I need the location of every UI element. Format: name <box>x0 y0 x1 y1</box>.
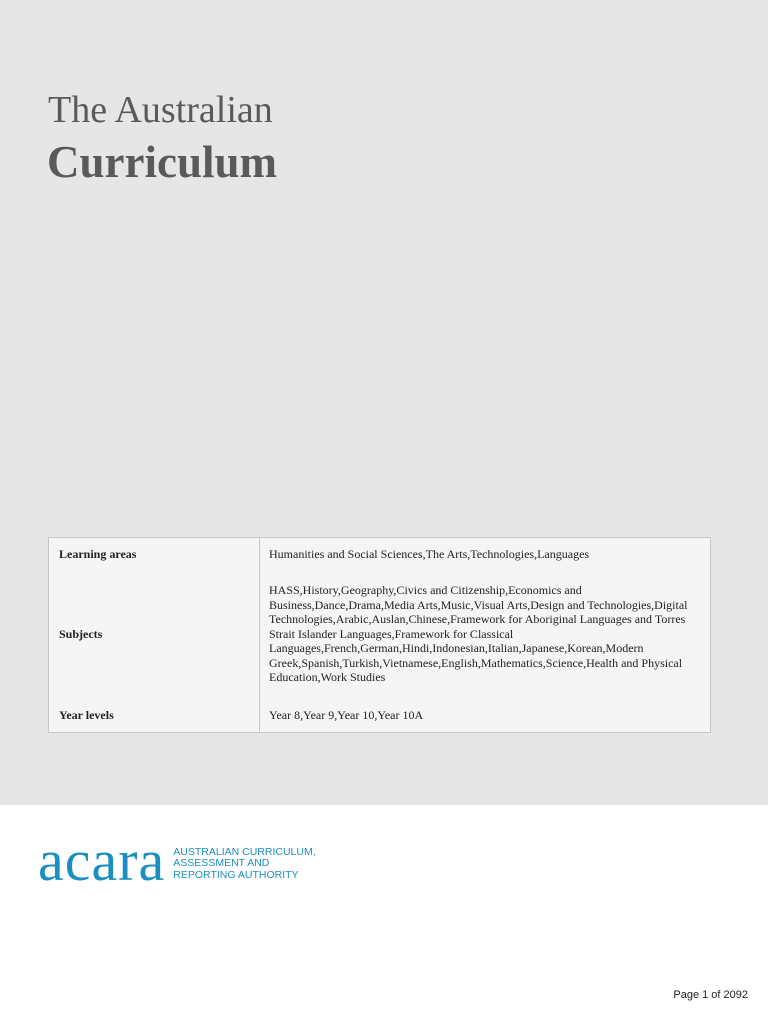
title-line-2: Curriculum <box>47 137 277 187</box>
logo-wordmark: acara <box>38 828 166 893</box>
year-levels-value: Year 8,Year 9,Year 10,Year 10A <box>269 707 424 722</box>
curriculum-info-table <box>48 537 711 733</box>
logo-subtitle-line: AUSTRALIAN CURRICULUM, <box>173 845 316 858</box>
year-levels-label: Year levels <box>49 698 260 733</box>
learning-areas-label: Learning areas <box>49 538 260 571</box>
table-row <box>49 570 711 698</box>
acara-logo <box>38 828 316 893</box>
logo-subtitle <box>173 847 315 882</box>
logo-subtitle-line: REPORTING AUTHORITY <box>173 868 299 881</box>
learning-areas-value: Humanities and Social Sciences,The Arts,Technologies,Languages <box>269 546 590 561</box>
table-row <box>49 698 711 733</box>
logo-subtitle-line: ASSESSMENT AND <box>173 857 270 870</box>
table-row <box>49 538 711 571</box>
subjects-label: Subjects <box>49 570 260 698</box>
page-number: Page 1 of 2092 <box>673 989 748 1001</box>
title-line-1: The Australian <box>48 89 273 131</box>
subjects-value: HASS,History,Geography,Civics and Citizenship,Economics and Business,Dance,Drama,Media Arts,Music,Visual Arts,Design and Technologies,Digital Technologies,Arabic,Auslan,Chinese,Framework for Aboriginal Languages and Torres Strait Islander Languages,Framework for Classical Languages,French,German,Hindi,Indonesian,Italian,Japanese,Korean,Modern Greek,Spanish,Turkish,Vietnamese,English,Mathematics,Science,Health and Physical Education,Work Studies <box>269 582 688 685</box>
